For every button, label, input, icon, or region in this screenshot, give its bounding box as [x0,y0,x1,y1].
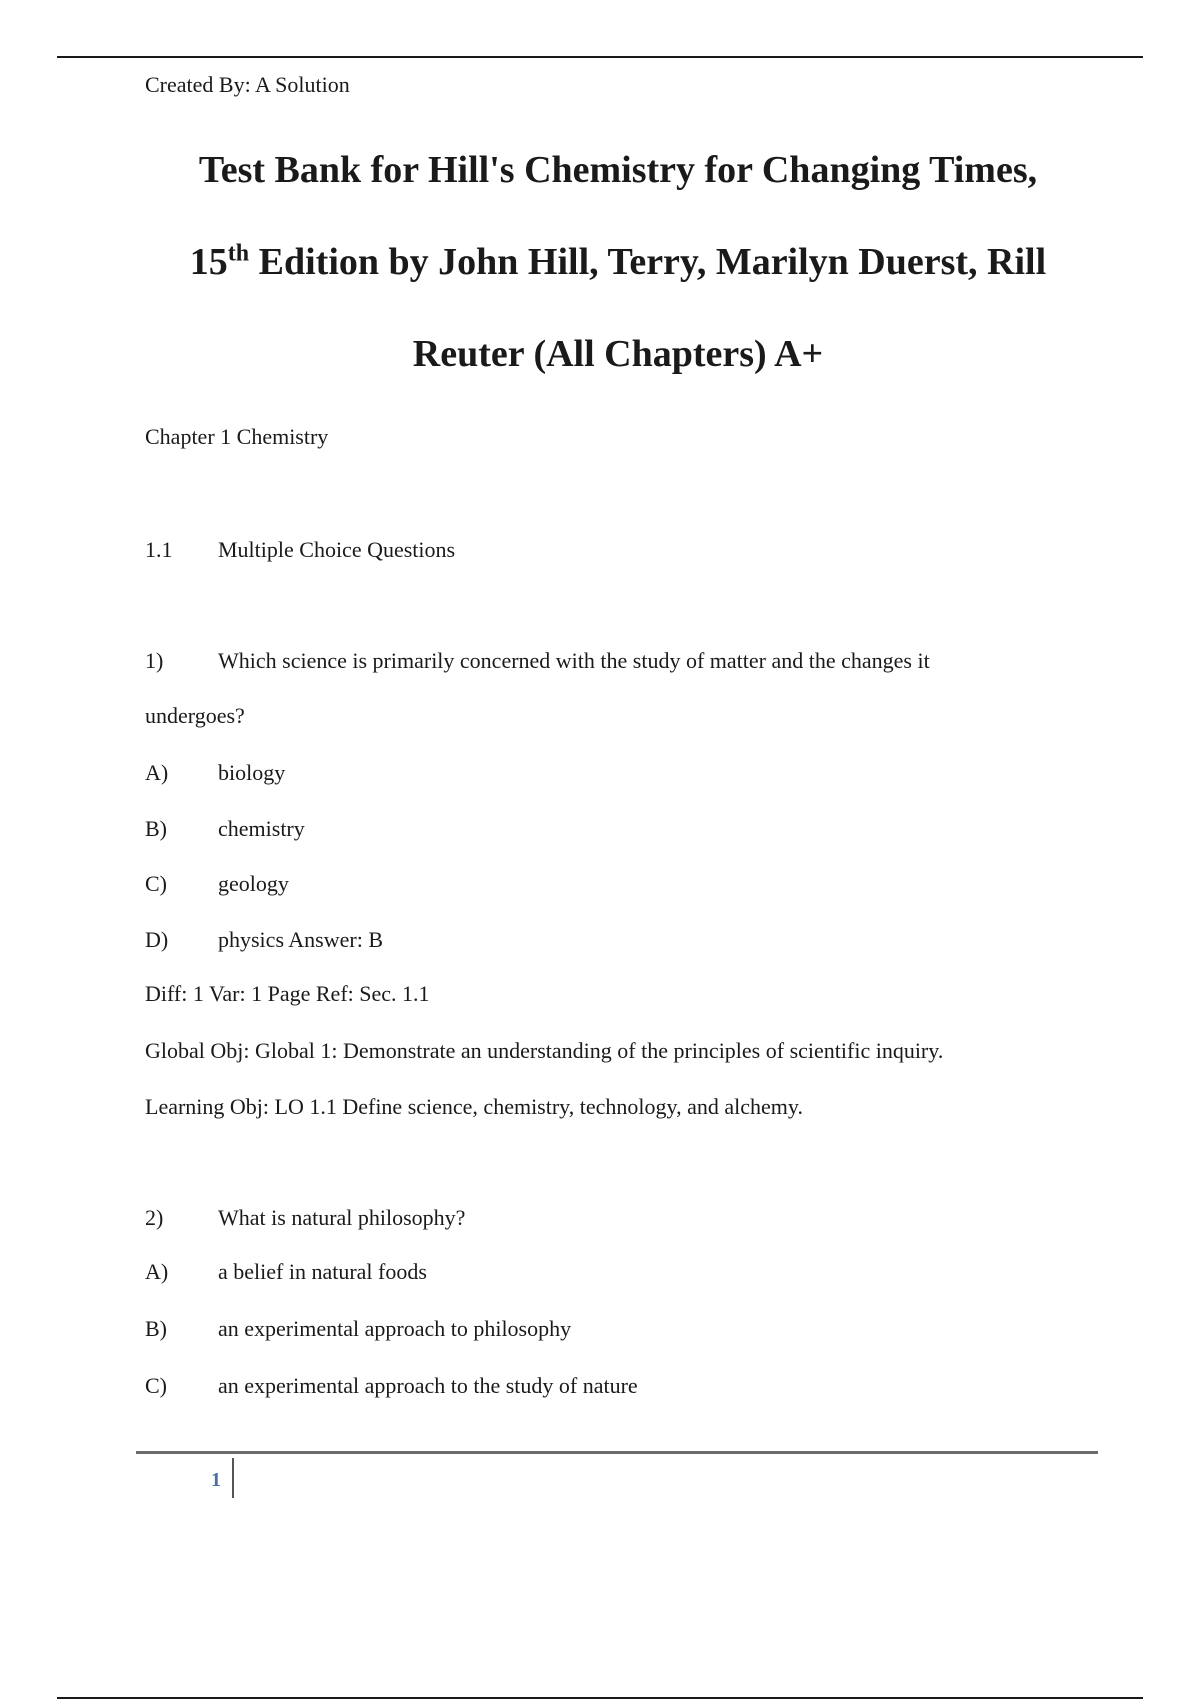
top-rule [57,56,1143,58]
question-1-line-2: undergoes? [145,703,245,728]
option-letter: A) [145,1259,169,1284]
question-1-option-c [145,871,289,897]
document-title-line-1: Test Bank for Hill's Chemistry for Changing Times, [198,149,1038,191]
page-number: 1 [211,1469,221,1491]
option-text: an experimental approach to the study of nature [218,1373,638,1398]
question-1-line-1: Which science is primarily concerned with the study of matter and the changes it [218,648,930,673]
option-letter: B) [145,816,167,841]
question-1-option-d [145,927,383,953]
edition-number: 15 [189,241,228,283]
section-number: 1.1 [145,537,173,562]
question-1-text [145,648,930,674]
question-2-option-c [145,1373,638,1399]
question-1-difficulty: Diff: 1 Var: 1 Page Ref: Sec. 1.1 [145,981,430,1006]
page-number-divider [232,1458,234,1498]
option-letter: C) [145,871,167,896]
option-letter: A) [145,760,169,785]
bottom-rule [57,1697,1143,1699]
question-2-option-b [145,1316,571,1342]
question-2-number: 2) [145,1205,164,1230]
document-title-line-2 [0,240,1200,284]
option-letter: C) [145,1373,167,1398]
footer-rule [136,1451,1098,1454]
option-text: biology [218,760,286,785]
document-title-line-2-rest: Edition by John Hill, Terry, Marilyn Duerst, Rill [249,241,1047,283]
question-1-option-a [145,760,285,786]
question-2-text [145,1205,465,1231]
document-title-line-3: Reuter (All Chapters) A+ [412,333,824,375]
question-1-number: 1) [145,648,164,673]
option-text: chemistry [218,816,305,841]
option-text: a belief in natural foods [218,1259,427,1284]
option-letter: B) [145,1316,167,1341]
option-letter: D) [145,927,169,952]
option-text: an experimental approach to philosophy [218,1316,572,1341]
edition-superscript: th [227,240,250,267]
question-1-option-b [145,816,305,842]
question-1-global-objective: Global Obj: Global 1: Demonstrate an understanding of the principles of scientific inquiry. [145,1038,944,1063]
chapter-heading: Chapter 1 Chemistry [145,424,329,449]
created-by-label: Created By: A Solution [145,72,350,97]
option-text: geology [218,871,289,896]
question-2-line-1: What is natural philosophy? [218,1205,466,1230]
section-label: Multiple Choice Questions [218,537,456,562]
question-2-option-a [145,1259,427,1285]
question-1-learning-objective: Learning Obj: LO 1.1 Define science, chemistry, technology, and alchemy. [145,1094,803,1119]
section-heading [145,537,455,563]
option-text: physics Answer: B [218,927,383,952]
